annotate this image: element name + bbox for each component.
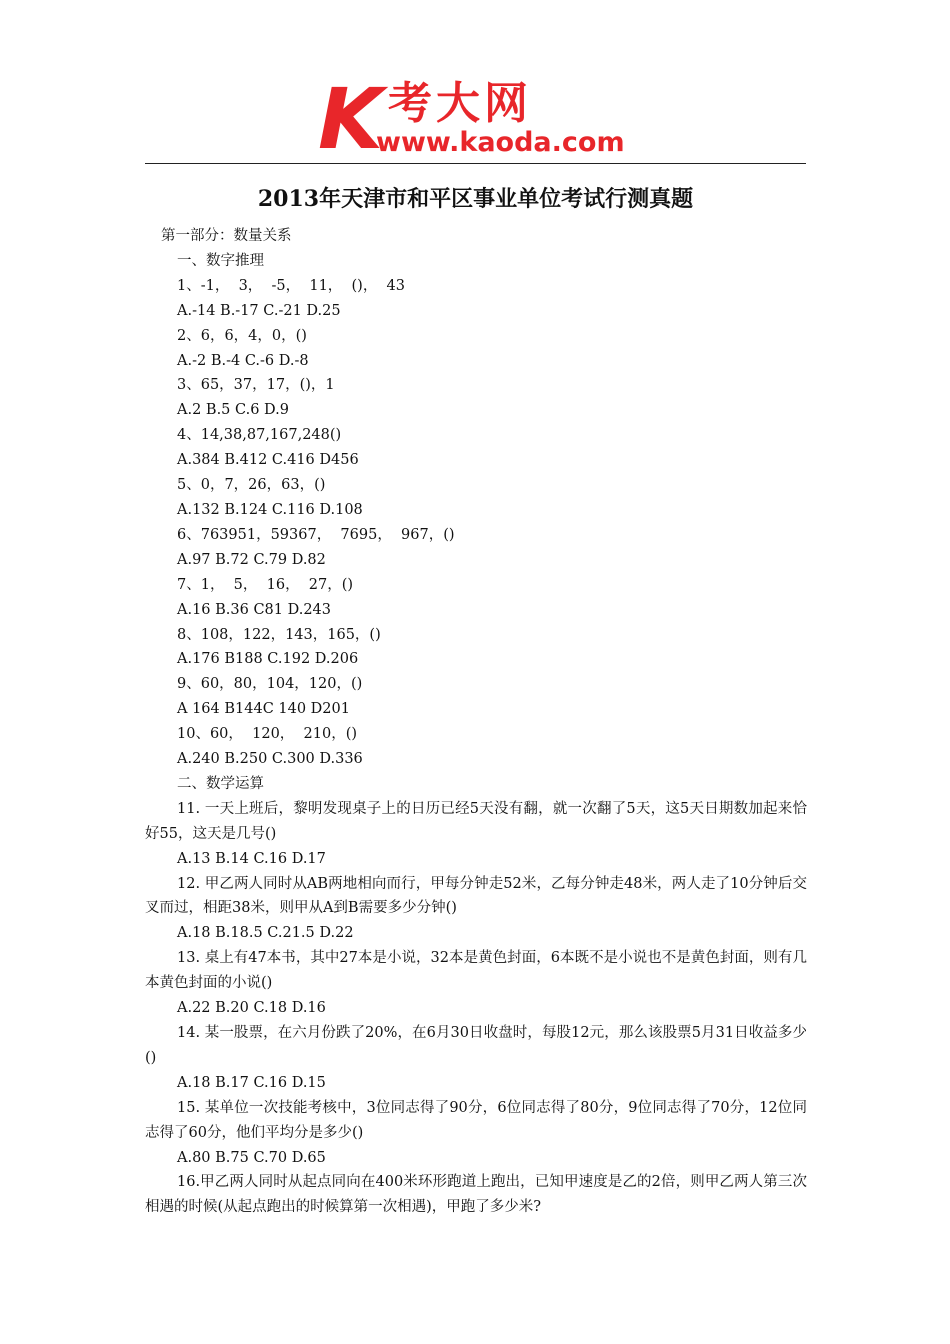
question-paragraph: 14. 某一股票，在六月份跌了20%，在6月30日收盘时，每股12元，那么该股票5月31日收益多少() [145, 1025, 807, 1066]
text-line: A.240 B.250 C.300 D.336 [177, 751, 363, 768]
text-line: A.13 B.14 C.16 D.17 [177, 850, 326, 867]
text-line: 3、65，37，17，()，1 [177, 377, 335, 394]
text-line: A.176 B188 C.192 D.206 [177, 651, 359, 668]
document-body [145, 224, 807, 1220]
logo-url: www.kaoda.com [376, 127, 625, 158]
question-paragraph: 16.甲乙两人同时从起点同向在400米环形跑道上跑出，已知甲速度是乙的2倍，则甲乙两人第三次相遇的时候(从起点跑出的时候算第一次相遇)，甲跑了多少米? [145, 1174, 807, 1216]
kaoda-logo [318, 70, 638, 168]
question-paragraph: 13. 桌上有47本书，其中27本是小说，32本是黄色封面，6本既不是小说也不是黄色封面，则有几本黄色封面的小说() [145, 950, 807, 992]
text-line: A.-14 B.-17 C.-21 D.25 [177, 302, 341, 319]
text-line: 1、-1， 3， -5， 11， ()， 43 [177, 277, 406, 294]
question-paragraph: 15. 某单位一次技能考核中，3位同志得了90分，6位同志得了80分，9位同志得了70分，12位同志得了60分，他们平均分是多少() [145, 1099, 807, 1141]
text-line: A.22 B.20 C.18 D.16 [177, 1000, 326, 1017]
question-paragraph: 12. 甲乙两人同时从AB两地相向而行，甲每分钟走52米，乙每分钟走48米，两人走了10分钟后交叉而过，相距38米，则甲从A到B需要多少分钟() [145, 875, 807, 917]
document-title: 2013年天津市和平区事业单位考试行测真题 [257, 186, 694, 212]
text-line: 9、60，80，104，120，() [177, 676, 363, 693]
text-line: A.97 B.72 C.79 D.82 [177, 551, 326, 568]
text-line: 10、60， 120， 210，() [177, 726, 358, 743]
text-line: A.18 B.18.5 C.21.5 D.22 [177, 925, 354, 942]
text-line: A.384 B.412 C.416 D456 [177, 452, 359, 469]
text-line: 4、14,38,87,167,248() [177, 427, 342, 444]
text-line: A.-2 B.-4 C.-6 D.-8 [177, 352, 309, 369]
text-line: 2、6，6，4，0，() [177, 327, 307, 344]
header-divider [145, 163, 806, 164]
text-line: A.132 B.124 C.116 D.108 [177, 501, 363, 518]
text-line: 一、数字推理 [177, 252, 264, 269]
logo-k-mark: K [318, 70, 384, 168]
text-line: A.2 B.5 C.6 D.9 [177, 402, 289, 419]
text-line: A 164 B144C 140 D201 [177, 701, 350, 718]
text-line: 8、108，122，143，165，() [177, 626, 381, 643]
text-line: A.18 B.17 C.16 D.15 [177, 1074, 326, 1091]
text-line: 5、0，7，26，63，() [177, 477, 326, 494]
question-paragraph: 11. 一天上班后，黎明发现桌子上的日历已经5天没有翻，就一次翻了5天，这5天日期数加起来恰好55，这天是几号() [145, 800, 807, 842]
logo-chinese-name: 考大网 [388, 78, 532, 129]
text-line: 6、763951，59367， 7695， 967，() [177, 526, 455, 543]
text-line: A.16 B.36 C81 D.243 [177, 601, 332, 618]
text-line: 第一部分：数量关系 [161, 228, 292, 244]
text-line: 二、数学运算 [177, 775, 264, 792]
text-line: 7、1， 5， 16， 27，() [177, 576, 354, 593]
text-line: A.80 B.75 C.70 D.65 [177, 1149, 326, 1166]
